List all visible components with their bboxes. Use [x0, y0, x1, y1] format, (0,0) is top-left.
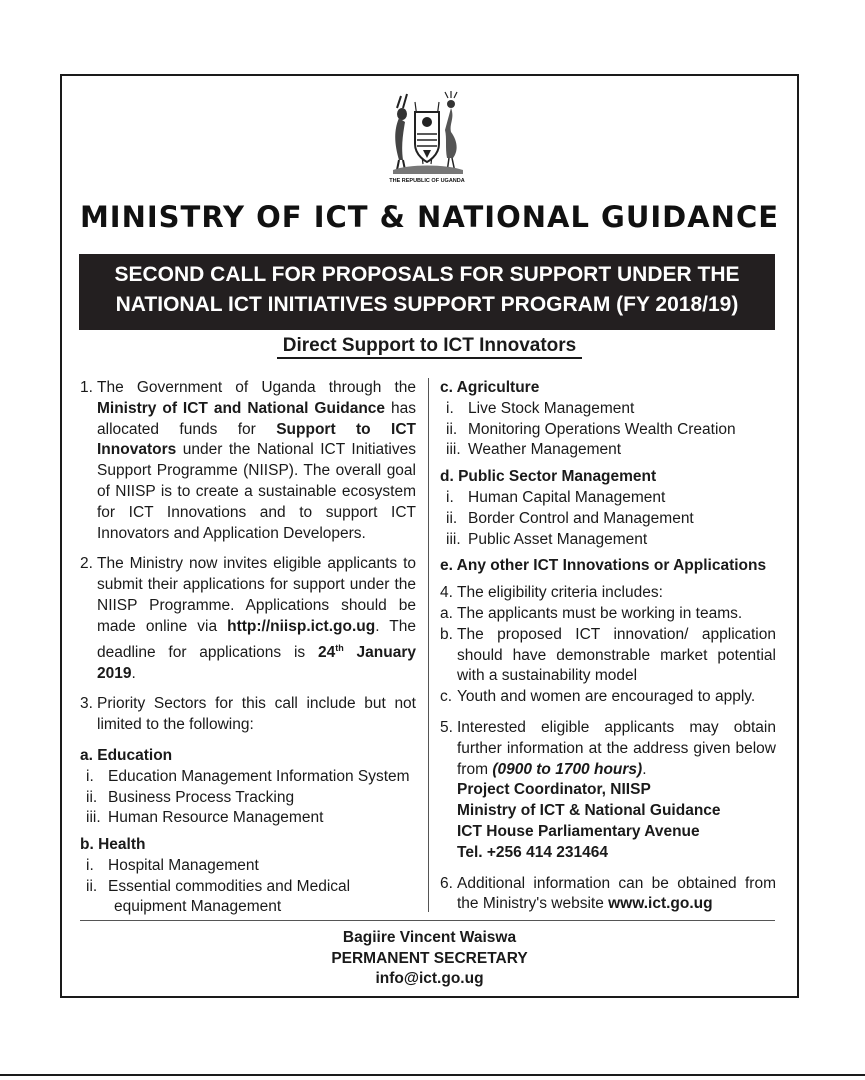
paragraph-number: 3. — [80, 695, 93, 713]
text-run: . The deadline for applications is — [97, 617, 417, 661]
banner-line-1: SECOND CALL FOR PROPOSALS FOR SUPPORT UNDER THE — [114, 263, 740, 286]
item-number: iii. — [86, 809, 101, 827]
item-text: Public Asset Management — [468, 530, 648, 548]
text-run: . — [642, 760, 647, 778]
page-edge-line — [0, 1074, 865, 1076]
section-education: a. Education — [80, 746, 173, 764]
signature-divider — [80, 920, 775, 921]
paragraph-body: The eligibility criteria includes: — [457, 584, 663, 602]
section-other: e. Any other ICT Innovations or Applications — [440, 557, 767, 575]
signatory-title: PERMANENT SECRETARY — [331, 949, 528, 967]
item-text-line-1: Essential commodities and Medical — [108, 877, 351, 895]
item-text: Business Process Tracking — [108, 788, 295, 806]
criteria-letter: b. — [440, 625, 453, 643]
paragraph-number: 1. — [80, 379, 93, 396]
paragraph-body — [457, 874, 776, 916]
list-item — [80, 808, 416, 829]
item-text: Hospital Management — [108, 856, 259, 874]
paragraph-body — [97, 378, 416, 544]
section-health: b. Health — [80, 836, 146, 854]
address-line: ICT House Parliamentary Avenue — [457, 822, 700, 840]
list-item — [80, 877, 416, 919]
paragraph-body: Priority Sectors for this call include but not limited to the following: — [97, 695, 416, 734]
item-number: ii. — [86, 877, 98, 895]
item-text: Weather Management — [468, 441, 622, 459]
deadline-month-year: January 2019 — [97, 643, 416, 682]
list-item — [440, 440, 776, 461]
list-item — [440, 488, 776, 509]
left-column — [80, 378, 416, 918]
item-text-line-2: equipment Management — [114, 898, 282, 916]
ministry-name: Ministry of ICT and National Guidance — [97, 399, 386, 417]
list-item — [440, 399, 776, 420]
paragraph-body — [97, 554, 416, 684]
criteria-letter: a. — [440, 604, 453, 622]
section-public-sector: d. Public Sector Management — [440, 468, 657, 486]
signature-block — [60, 928, 799, 990]
criteria-a — [440, 604, 776, 625]
item-text — [108, 877, 416, 919]
uganda-coat-of-arms-icon — [385, 88, 469, 184]
phone-number: Tel. +256 414 231464 — [457, 843, 608, 861]
list-item — [440, 420, 776, 441]
text-run: has allocated funds for — [97, 399, 416, 438]
item-number: i. — [86, 767, 94, 785]
text-run: . — [131, 664, 136, 682]
paragraph-number: 6. — [440, 874, 453, 892]
item-text: Monitoring Operations Wealth Creation — [468, 420, 736, 438]
ministry-title: MINISTRY OF ICT & NATIONAL GUIDANCE — [79, 200, 780, 234]
paragraph-body — [457, 718, 776, 864]
criteria-c — [440, 687, 776, 708]
list-item — [440, 509, 776, 530]
text-run: Additional information can be obtained from the Ministry's website — [457, 874, 776, 913]
signatory-name: Bagiire Vincent Waiswa — [342, 929, 517, 946]
right-column — [440, 378, 776, 915]
item-text: Human Resource Management — [108, 809, 324, 827]
list-item — [440, 530, 776, 551]
item-text: Education Management Information System — [108, 767, 410, 785]
office-hours: (0900 to 1700 hours) — [492, 760, 643, 778]
text-run: The Ministry now invites eligible applicants to submit their applications for support under the NIISP Programme. Applications should be made online via — [97, 555, 416, 635]
item-text: Human Capital Management — [468, 488, 666, 506]
contact-email-link[interactable]: info@ict.go.ug — [375, 970, 484, 987]
criteria-letter: c. — [440, 688, 453, 706]
paragraph-6 — [440, 874, 776, 916]
item-text: Live Stock Management — [468, 399, 635, 417]
subtitle-text: Direct Support to ICT Innovators — [277, 335, 582, 359]
column-divider — [428, 378, 429, 912]
text-run: under the National ICT Initiatives Support Programme (NIISP). The overall goal of NIISP is to create a sustainable ecosystem for ICT Innovations and to support ICT Innovators and Application Developers. — [97, 441, 416, 542]
paragraph-number: 5. — [440, 718, 453, 736]
item-text: Border Control and Management — [468, 509, 694, 527]
criteria-text: Youth and women are encouraged to apply. — [457, 688, 756, 706]
list-item — [80, 767, 416, 788]
criteria-text: The proposed ICT innovation/ application should have demonstrable market potential with a sustainability model — [457, 625, 776, 685]
paragraph-number: 2. — [80, 555, 93, 573]
website-link[interactable]: www.ict.go.ug — [608, 895, 713, 913]
paragraph-3 — [80, 694, 416, 736]
list-item — [80, 856, 416, 877]
crest-caption: THE REPUBLIC OF UGANDA — [389, 178, 465, 184]
item-number: iii. — [446, 530, 461, 548]
item-number: i. — [86, 856, 94, 874]
page-subtitle — [60, 335, 799, 357]
banner-line-2: NATIONAL ICT INITIATIVES SUPPORT PROGRAM (FY 2018/19) — [115, 293, 739, 316]
item-number: ii. — [446, 420, 458, 438]
text-run: Interested eligible applicants may obtain further information at the address given below from — [457, 718, 776, 778]
item-number: i. — [446, 488, 454, 506]
criteria-b — [440, 625, 776, 687]
paragraph-number: 4. — [440, 584, 453, 602]
support-program-name: Support to ICT Innovators — [97, 420, 416, 459]
item-number: i. — [446, 399, 454, 417]
item-number: iii. — [446, 441, 461, 459]
paragraph-5 — [440, 718, 776, 864]
text-run: The Government of Uganda through the — [97, 379, 416, 396]
section-agriculture: c. Agriculture — [440, 379, 540, 396]
deadline-ordinal: th — [335, 642, 344, 653]
address-line: Project Coordinator, NIISP — [457, 781, 651, 799]
list-item — [80, 788, 416, 809]
paragraph-1 — [80, 378, 416, 544]
item-number: ii. — [446, 509, 458, 527]
address-line: Ministry of ICT & National Guidance — [457, 802, 721, 820]
paragraph-4 — [440, 583, 776, 604]
call-banner — [79, 254, 775, 330]
application-url-link[interactable]: http://niisp.ict.go.ug — [227, 617, 376, 635]
deadline-day: 24 — [317, 643, 336, 661]
paragraph-2 — [80, 554, 416, 684]
item-number: ii. — [86, 788, 98, 806]
criteria-text: The applicants must be working in teams. — [457, 604, 743, 622]
